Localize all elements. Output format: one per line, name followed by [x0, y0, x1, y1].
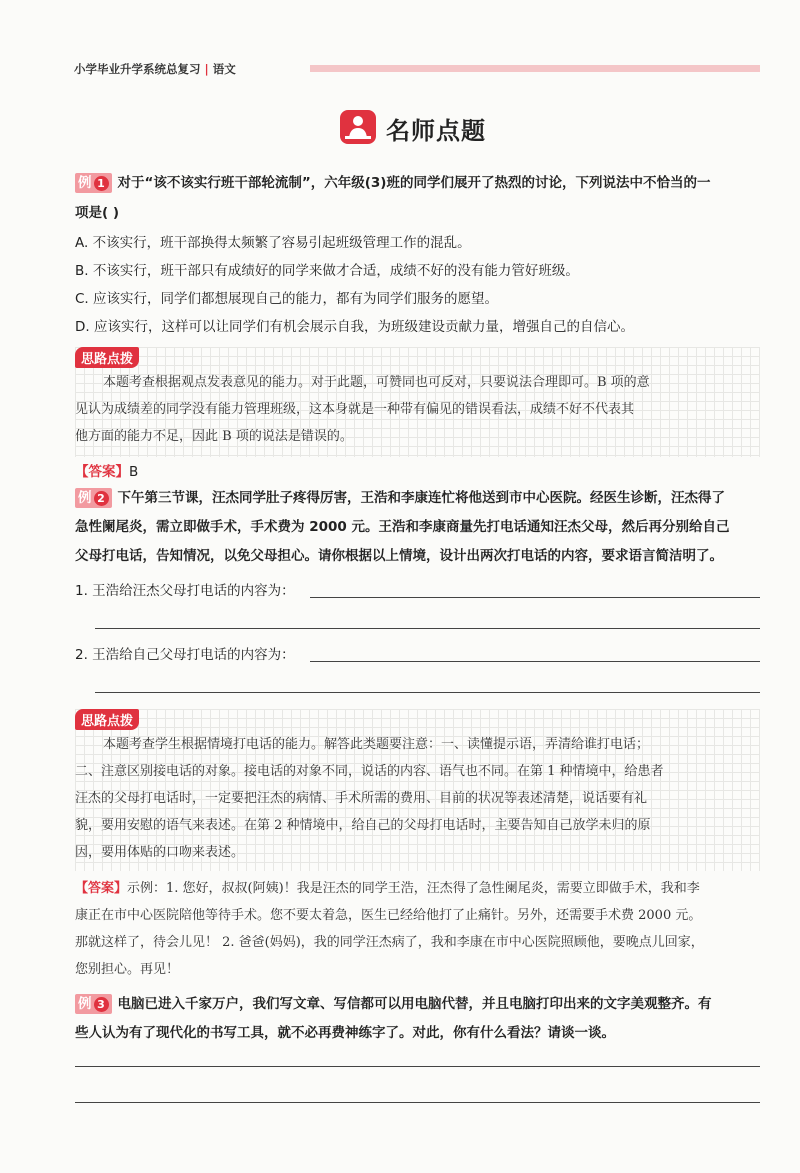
ex2-tip-line3: 汪杰的父母打电话时，一定要把汪杰的病情、手术所需的费用、目前的状况等表述清楚，说话要有礼 — [75, 791, 648, 806]
ex1-option-d: D. 应该实行，这样可以让同学们有机会展示自我，为班级建设贡献力量，增强自己的自信心。 — [75, 319, 634, 335]
ex2-q1-answer-line2[interactable] — [95, 628, 760, 629]
ex3-stem-line2: 些人认为有了现代化的书写工具，就不必再费神练字了。对此，你有什么看法？请谈一谈。 — [75, 1025, 615, 1041]
ex1-option-a: A. 不该实行，班干部换得太频繁了容易引起班级管理工作的混乱。 — [75, 235, 471, 251]
ex2-answer-line2: 康正在市中心医院陪他等待手术。您不要太着急，医生已经给他打了止痛针。另外，还需要手术费 2000 元。 — [75, 908, 702, 923]
ex2-stem-line1: 例 2 下午第三节课，汪杰同学肚子疼得厉害，王浩和李康连忙将他送到市中心医院。经医生诊断，汪杰得了 — [75, 488, 725, 508]
ex2-q2-answer-line2[interactable] — [95, 692, 760, 693]
ex2-tag: 例 2 — [75, 488, 112, 508]
ex3-answer-line1[interactable] — [75, 1066, 760, 1067]
ex2-tip-line2: 二、注意区别接电话的对象。接电话的对象不同，说话的内容、语气也不同。在第 1 种情境中，给患者 — [75, 764, 664, 779]
running-header-text — [74, 61, 236, 77]
ex1-stem-line1: 例 1 对于“该不该实行班干部轮流制”，六年级(3)班的同学们展开了热烈的讨论，下列说法中不恰当的一 — [75, 173, 710, 193]
header-separator: | — [204, 62, 209, 76]
ex1-answer-value: B — [129, 464, 139, 480]
ex1-answer-label: 【答案】 — [75, 464, 129, 480]
ex2-answer-line4: 您别担心。再见！ — [75, 962, 180, 977]
ex1-option-b: B. 不该实行，班干部只有成绩好的同学来做才合适，成绩不好的没有能力管好班级。 — [75, 263, 579, 279]
book-title: 小学毕业升学系统总复习 — [74, 62, 201, 76]
ex1-tip-line3: 他方面的能力不足，因此 B 项的说法是错误的。 — [75, 429, 353, 444]
ex2-q2-answer-line[interactable] — [310, 661, 760, 662]
teacher-icon — [340, 110, 376, 144]
ex1-tip-line2: 见认为成绩差的同学没有能力管理班级，这本身就是一种带有偏见的错误看法，成绩不好不代表其 — [75, 402, 635, 417]
ex1-option-c: C. 应该实行，同学们都想展现自己的能力，都有为同学们服务的愿望。 — [75, 291, 499, 307]
running-header — [60, 61, 760, 77]
ex1-answer — [75, 462, 138, 482]
ex1-tag: 例 1 — [75, 173, 112, 193]
ex3-tag: 例 3 — [75, 994, 112, 1014]
ex2-answer-label: 【答案】 — [75, 881, 128, 896]
ex2-q1: 1. 王浩给汪杰父母打电话的内容为： — [75, 583, 295, 599]
subject-label: 语文 — [212, 62, 236, 76]
ex2-stem-line2: 急性阑尾炎，需立即做手术，手术费为 2000 元。王浩和李康商量先打电话通知汪杰父母，然后再分别给自己 — [75, 519, 730, 535]
ex2-answer-line1: 【答案】示例：1. 您好，叔叔(阿姨)！我是汪杰的同学王浩，汪杰得了急性阑尾炎，需要立即做手术，我和李 — [75, 881, 700, 896]
header-bar — [310, 65, 760, 72]
ex2-tip-line5: 因，要用体贴的口吻来表述。 — [75, 845, 245, 860]
ex2-answer-line3: 那就这样了，待会儿见！ 2. 爸爸(妈妈)，我的同学汪杰病了，我和李康在市中心医院照顾他，要晚点儿回家， — [75, 935, 704, 950]
ex1-tip-label: 思路点拨 — [75, 347, 139, 368]
ex1-stem-line2: 项是( ) — [75, 205, 120, 221]
ex3-stem-line1: 例 3 电脑已进入千家万户，我们写文章、写信都可以用电脑代替，并且电脑打印出来的文字美观整齐。有 — [75, 994, 712, 1014]
ex2-q2: 2. 王浩给自己父母打电话的内容为： — [75, 647, 295, 663]
ex2-tip-line1: 本题考查学生根据情境打电话的能力。解答此类题要注意：一、读懂提示语，弄清给谁打电话； — [103, 737, 650, 752]
ex3-answer-line2[interactable] — [75, 1102, 760, 1103]
ex2-stem-line3: 父母打电话，告知情况，以免父母担心。请你根据以上情境，设计出两次打电话的内容，要求语言简洁明了。 — [75, 548, 723, 564]
ex2-tip-label: 思路点拨 — [75, 709, 139, 730]
ex1-tip-line1: 本题考查根据观点发表意见的能力。对于此题，可赞同也可反对，只要说法合理即可。B 项的意 — [103, 375, 650, 390]
ex2-tip-line4: 貌，要用安慰的语气来表述。在第 2 种情境中，给自己的父母打电话时，主要告知自己放学未归的原 — [75, 818, 651, 833]
ex2-q1-answer-line[interactable] — [310, 597, 760, 598]
section-title-text: 名师点题 — [386, 117, 486, 145]
